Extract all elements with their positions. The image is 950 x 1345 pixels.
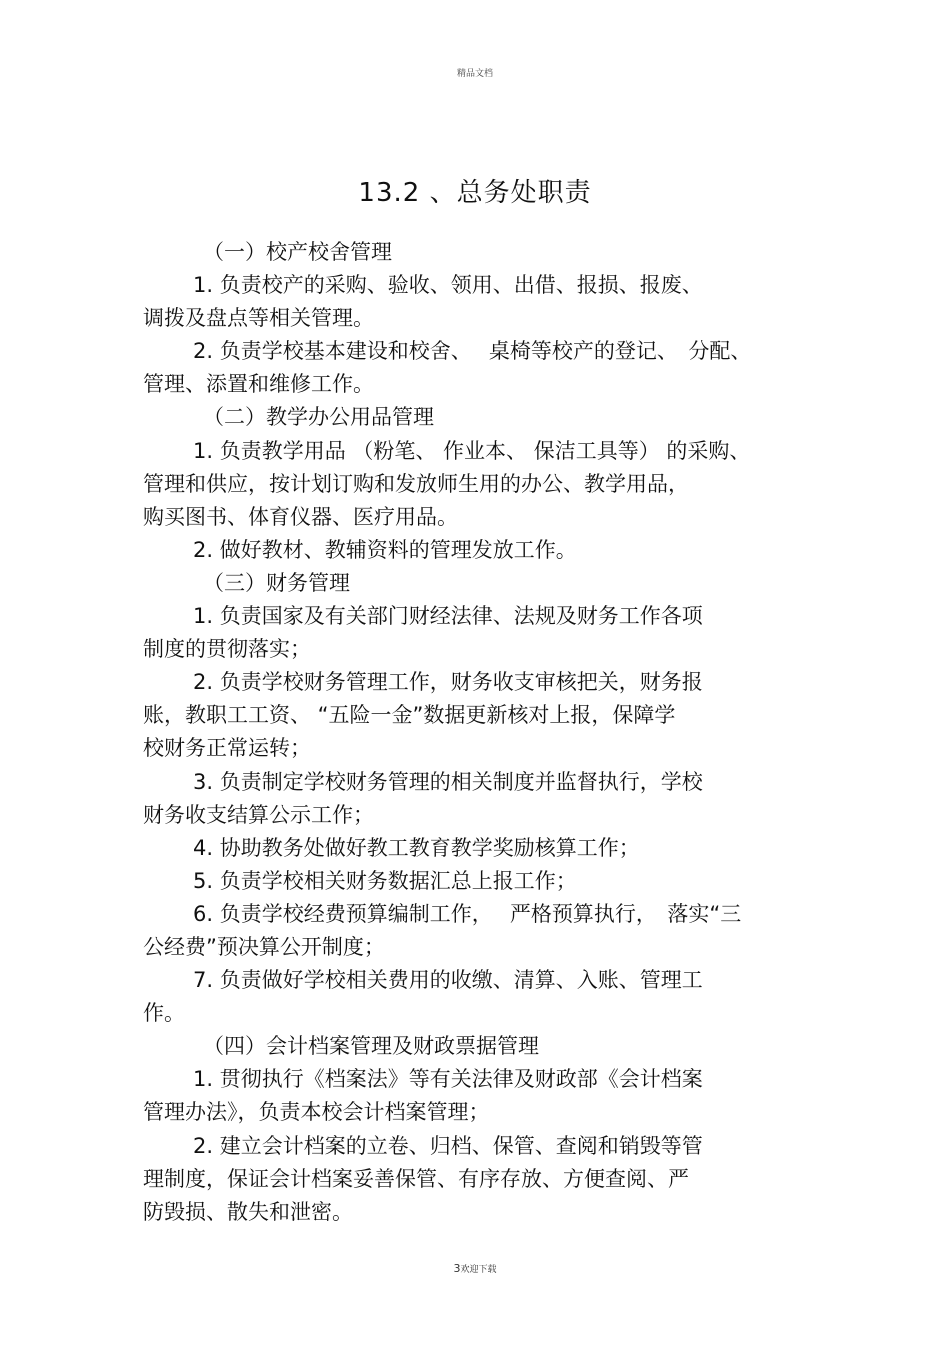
list-item: 2. 负责学校基本建设和校舍、 桌椅等校产的登记、 分配、 <box>193 339 752 364</box>
list-item-continuation: 购买图书、体育仪器、医疗用品。 <box>143 504 458 529</box>
list-item-continuation: 作。 <box>143 1001 185 1026</box>
list-item-continuation: 账，教职工工资、 “五险一金”数据更新核对上报，保障学 <box>143 703 676 728</box>
section-heading: （一）校产校舍管理 <box>203 240 392 264</box>
list-item: 2. 负责学校财务管理工作，财务收支审核把关，财务报 <box>193 670 703 695</box>
list-item: 3. 负责制定学校财务管理的相关制度并监督执行，学校 <box>193 769 703 794</box>
list-item-continuation: 理制度，保证会计档案妥善保管、有序存放、方便查阅、严 <box>143 1166 689 1191</box>
document-body <box>143 236 823 1229</box>
list-item: 2. 做好教材、教辅资料的管理发放工作。 <box>193 537 577 562</box>
list-item-continuation: 管理和供应，按计划订购和发放师生用的办公、教学用品， <box>143 471 689 496</box>
footer-text: 欢迎下载 <box>460 1265 497 1275</box>
list-item-continuation: 调拨及盘点等相关管理。 <box>143 306 374 331</box>
section-heading: （三）财务管理 <box>203 570 350 595</box>
page-number: 3 <box>453 1262 461 1275</box>
list-item-continuation: 制度的贯彻落实； <box>143 637 311 662</box>
list-item: 7. 负责做好学校相关费用的收缴、清算、入账、管理工 <box>193 968 703 993</box>
list-item: 1. 负责国家及有关部门财经法律、法规及财务工作各项 <box>193 604 703 629</box>
section-heading: （二）教学办公用品管理 <box>203 405 434 430</box>
list-item: 4. 协助教务处做好教工教育教学奖励核算工作； <box>193 835 640 860</box>
list-item: 1. 负责校产的采购、验收、领用、出借、报损、报废、 <box>193 273 703 298</box>
list-item-continuation: 财务收支结算公示工作； <box>143 802 374 827</box>
list-item: 1. 负责教学用品 （粉笔、 作业本、 保洁工具等） 的采购、 <box>193 438 751 463</box>
page-footer <box>0 1262 950 1275</box>
list-item: 5. 负责学校相关财务数据汇总上报工作； <box>193 868 577 893</box>
list-item: 6. 负责学校经费预算编制工作， 严格预算执行， 落实“三 <box>193 901 742 926</box>
list-item-continuation: 管理、添置和维修工作。 <box>143 372 374 397</box>
list-item: 2. 建立会计档案的立卷、归档、保管、查阅和销毁等管 <box>193 1133 703 1158</box>
section-heading: （四）会计档案管理及财政票据管理 <box>203 1034 539 1059</box>
list-item-continuation: 校财务正常运转； <box>143 736 311 761</box>
list-item-continuation: 管理办法》，负责本校会计档案管理； <box>143 1100 490 1125</box>
list-item-continuation: 防毁损、散失和泄密。 <box>143 1199 353 1224</box>
list-item-continuation: 公经费”预决算公开制度； <box>143 934 385 959</box>
header-note: 精品文档 <box>456 69 493 79</box>
list-item: 1. 贯彻执行《档案法》等有关法律及财政部《会计档案 <box>193 1067 703 1092</box>
page-title: 13.2 、总务处职责 <box>358 178 592 208</box>
